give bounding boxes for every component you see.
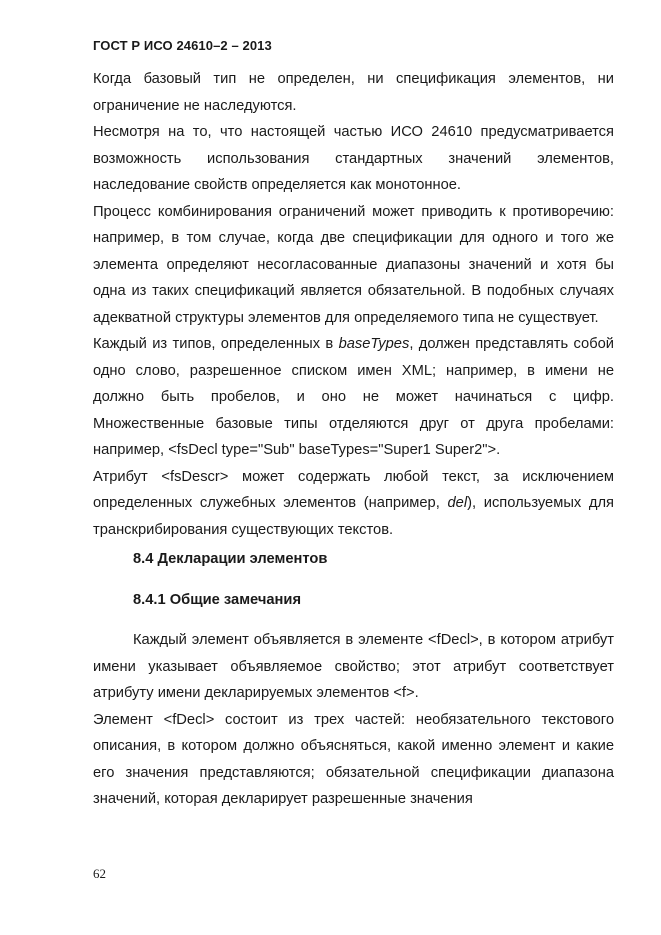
term-del: del [447, 495, 468, 511]
paragraph-monotone-inheritance: Несмотря на то, что настоящей частью ИСО 24610 предусматривается возможность использования стандартных значений элементов, наследование свойств определяется как монотонное. [93, 124, 614, 193]
text-fragment: ), используемых для транскрибирования существующих текстов. [93, 495, 615, 538]
paragraph-base-type-undefined: Когда базовый тип не определен, ни спецификация элементов, ни ограничение не наследуются. [93, 71, 614, 114]
paragraph-fdecl-declaration: Каждый элемент объявляется в элементе <fDecl>, в котором атрибут имени указывает объявляемое свойство; этот атрибут соответствует атрибуту имени декларируемых элементов <f>. [93, 632, 614, 701]
page-number: 62 [93, 866, 106, 881]
paragraph-fsdescr [93, 464, 614, 544]
section-heading-8-4: 8.4 Декларации элементов [133, 551, 328, 567]
document-header: ГОСТ Р ИСО 24610–2 – 2013 [93, 38, 272, 53]
paragraph-fdecl-parts: Элемент <fDecl> состоит из трех частей: необязательного текстового описания, в котором должно объясняться, какой именно элемент и какие его значения представляются; обязательной спецификации диапазона значений, которая декларирует разрешенные значения [93, 711, 614, 807]
text-fragment: , должен представлять собой одно слово, разрешенное списком имен XML; например, в имени не должно быть пробелов, и оно не может начинаться с цифр. Множественные базовые типы отделяются друг от друга пробелами: например, <fsDecl type="Sub" baseTypes="Super1 Super2">. [93, 336, 614, 458]
term-basetypes: baseTypes [338, 336, 410, 352]
document-body [93, 66, 614, 813]
paragraph-constraint-contradiction: Процесс комбинирования ограничений может приводить к противоречию: например, в том случае, когда две спецификации для одного и того же элемента определяют несогласованные диапазоны значений и хотя бы одна из таких спецификаций является обязательной. В подобных случаях адекватной структуры элементов для определяемого типа не существует. [93, 203, 614, 326]
paragraph-base-types [93, 331, 614, 464]
text-fragment: Атрибут <fsDescr> может содержать любой текст, за исключением определенных служебных элементов (например, [93, 468, 614, 511]
text-fragment: Каждый из типов, определенных в [93, 336, 339, 352]
section-heading-8-4-1: 8.4.1 Общие замечания [133, 591, 302, 608]
